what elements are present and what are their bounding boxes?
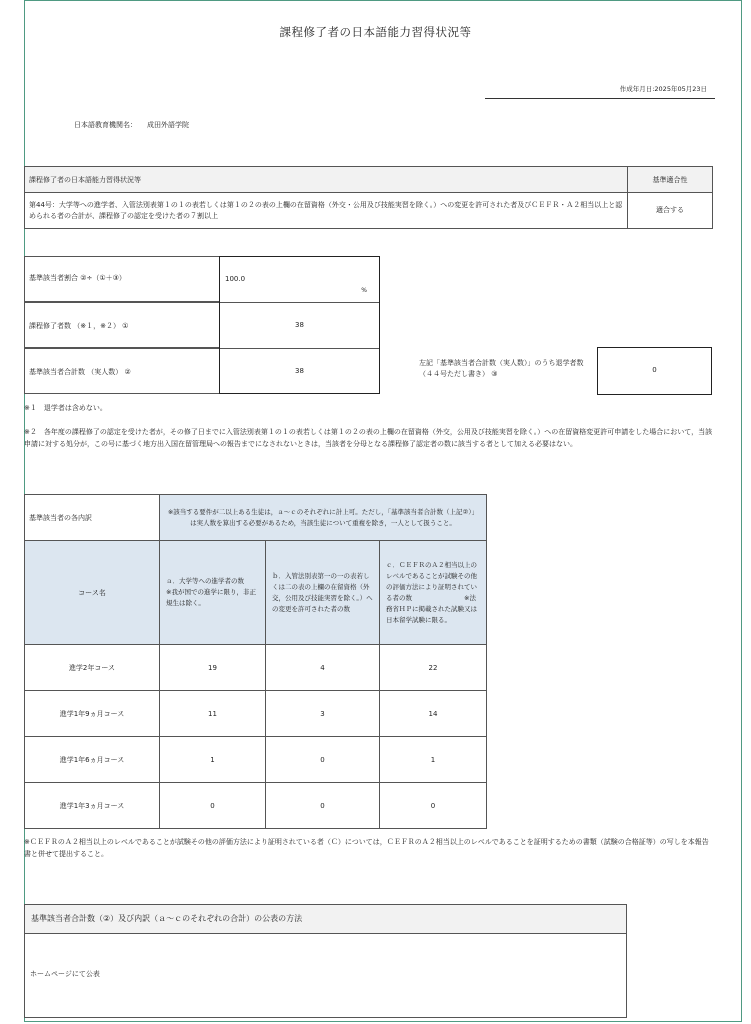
note-2: ※２ 各年度の課程修了の認定を受けた者が，その修了日までに入管法別表第１の１の表若しくは第１の２の表の上欄の在留資格（外交，公用及び技能実習を除く。）への在留資格変更許可申請をした場合において，当該申請に対する処分が，この号に基づく地方出入国在留管理局への報告までになされないときは，当該者を分母となる課程修了認定者の数に該当する者として加える必要はない。	[24, 428, 713, 448]
qualified-label: 基準該当者合計数 （実人数） ②	[29, 368, 131, 376]
col-a-header: ａ．大学等への進学者の数 ※我が国での進学に限り，非正規生は除く。	[160, 541, 266, 645]
publication-section	[24, 904, 627, 1018]
course-name: 進学1年6ヵ月コース	[25, 737, 160, 783]
withdrawn-value-cell	[597, 347, 712, 395]
status-table	[24, 166, 713, 229]
value-c: 14	[380, 691, 487, 737]
completers-label: 課程修了者数 （※１，※２） ①	[29, 322, 129, 330]
value-a: 0	[160, 783, 266, 829]
col-b-header: ｂ．入管法別表第一の一の表若しくは二の表の上欄の在留資格（外交，公用及び技能実習を除く。）への変更を許可された者の数	[266, 541, 380, 645]
institution-label: 日本語教育機関名：	[74, 121, 137, 129]
completers-label-cell	[24, 302, 220, 348]
table-row	[25, 737, 487, 783]
table-row	[25, 783, 487, 829]
value-b: 4	[266, 645, 380, 691]
breakdown-label: 基準該当者の各内訳	[25, 495, 160, 541]
value-a: 1	[160, 737, 266, 783]
publication-title: 基準該当者合計数（②）及び内訳（ａ～ｃのそれぞれの合計）の公表の方法	[25, 905, 626, 934]
institution-name: 成田外語学院	[147, 121, 189, 129]
withdrawn-value: 0	[652, 366, 657, 374]
ratio-label: 基準該当者割合 ②÷（①＋③）	[29, 274, 126, 282]
qualified-label-cell	[24, 348, 220, 394]
ratio-unit: %	[361, 287, 367, 294]
value-c: 22	[380, 645, 487, 691]
page-title: 課程修了者の日本語能力習得状況等	[279, 25, 472, 39]
course-name: 進学2年コース	[25, 645, 160, 691]
note-1: ※１ 退学者は含めない。	[24, 404, 107, 412]
course-name: 進学1年9ヵ月コース	[25, 691, 160, 737]
value-c: 0	[380, 783, 487, 829]
institution	[74, 120, 189, 130]
value-a: 19	[160, 645, 266, 691]
value-b: 3	[266, 691, 380, 737]
ratio-label-cell	[24, 256, 220, 302]
withdrawn-label: 左記「基準該当者合計数（実人数）」のうち退学者数（４４号ただし書き） ③	[419, 359, 584, 378]
value-b: 0	[266, 783, 380, 829]
value-a: 11	[160, 691, 266, 737]
cefr-note: ※ＣＥＦＲのＡ２相当以上のレベルであることが試験その他の評価方法により証明されている者（Ｃ）については，ＣＥＦＲのＡ２相当以上のレベルであることを証明するための書類（試験の合格証等）の写しを本報告書と併せて提出すること。	[24, 838, 709, 858]
status-header-left: 課程修了者の日本語能力習得状況等	[25, 167, 628, 193]
table-row	[25, 691, 487, 737]
summary-values	[219, 256, 380, 394]
publication-method: ホームページにて公表	[30, 970, 100, 978]
status-result: 適合する	[628, 193, 713, 229]
date-underline	[485, 98, 715, 99]
qualified-value: 38	[295, 367, 304, 375]
breakdown-note: ※該当する要件が二以上ある生徒は，ａ～ｃのそれぞれに計上可。ただし，「基準該当者合計数（上記②）」は実人数を算出する必要があるため，当該生徒について重複を除き，一人として扱うこと。	[160, 495, 487, 541]
completers-value: 38	[295, 321, 304, 329]
status-criterion: 第44号：大学等への進学者、入管法別表第１の１の表若しくは第１の２の表の上欄の在留資格（外交・公用及び技能実習を除く。）への変更を許可された者及びＣＥＦＲ・Ａ２相当以上と認められる者の合計が、課程修了の認定を受けた者の７割以上	[25, 193, 628, 229]
breakdown-table	[24, 494, 487, 829]
status-header-right: 基準適合性	[628, 167, 713, 193]
col-course-header: コース名	[25, 541, 160, 645]
created-date: 作成年月日:2025年05月23日	[619, 85, 707, 93]
value-b: 0	[266, 737, 380, 783]
value-c: 1	[380, 737, 487, 783]
table-row	[25, 645, 487, 691]
col-c-header: ｃ．ＣＥＦＲのＡ２相当以上のレベルであることが試験その他の評価方法により証明されている者の数 ※法務省ＨＰに掲載された試験又は日本留学試験に限る。	[380, 541, 487, 645]
course-name: 進学1年3ヵ月コース	[25, 783, 160, 829]
ratio-value: 100.0	[225, 275, 246, 283]
